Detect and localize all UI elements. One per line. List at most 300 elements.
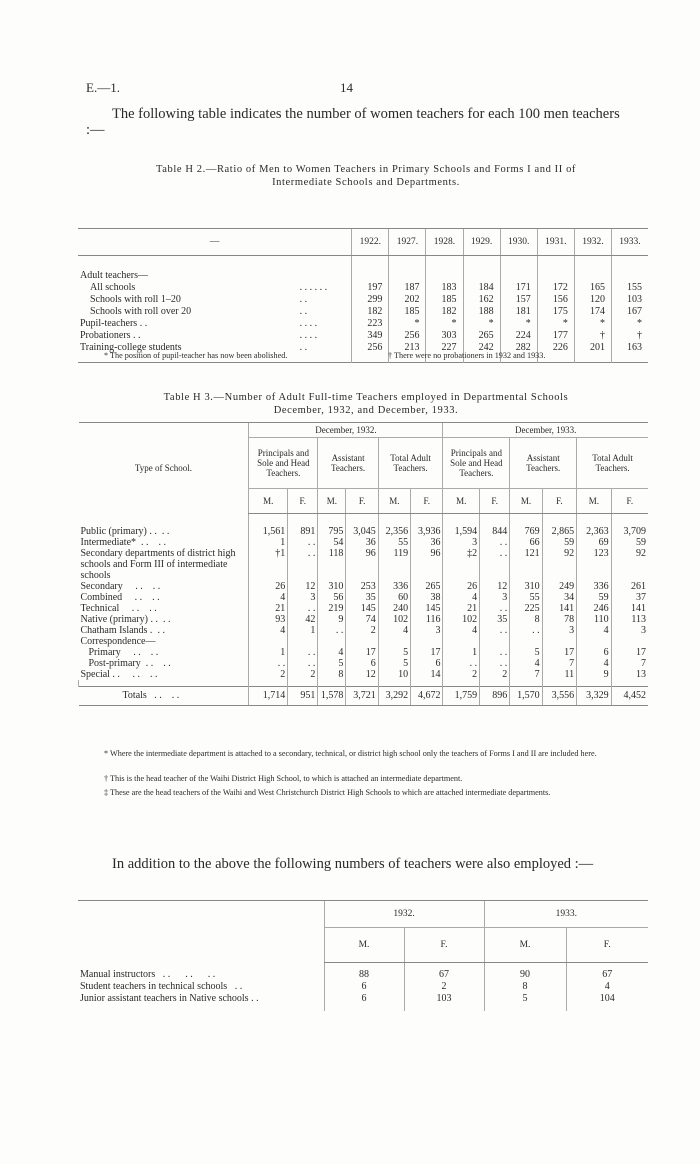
document-reference: E.—1. <box>86 80 120 95</box>
table-extra-sex-header: M. <box>324 928 404 963</box>
table-extra-year-1933: 1933. <box>484 901 648 928</box>
table-h2-cell: 299 <box>352 294 389 306</box>
table-h3-cell: 1,561 <box>249 514 288 538</box>
table-row <box>79 581 649 592</box>
table-h3-group-header: Assistant Teachers. <box>510 438 577 489</box>
table-h2-cell: 256 <box>389 330 426 342</box>
table-extra-row-dots: . . . . . . <box>155 968 216 980</box>
table-h3-cell: 12 <box>480 581 510 592</box>
table-h3-cell: 3,045 <box>346 514 378 538</box>
table-h3-caption-line2: December, 1932, and December, 1933. <box>273 405 459 416</box>
table-h3-cell <box>480 636 510 647</box>
table-h3-cell <box>542 636 577 647</box>
table-extra-sex-header: F. <box>566 928 648 963</box>
table-h3-type-header: Type of School. <box>79 423 249 514</box>
table-h3-cell: 3,709 <box>611 514 648 538</box>
table-h2-cell: * <box>574 318 611 330</box>
table-h2-cell: * <box>537 318 574 330</box>
table-extra-cell: 88 <box>324 963 404 982</box>
table-h3-total-cell: 1,570 <box>510 687 542 706</box>
table-row <box>79 514 649 538</box>
table-h2-year-header: 1922. <box>352 229 389 256</box>
table-h3-sex-header: F. <box>611 489 648 514</box>
table-h3-cell: 60 <box>378 592 410 603</box>
table-row <box>78 294 648 306</box>
table-h2-cell: 185 <box>389 306 426 318</box>
table-row <box>79 669 649 680</box>
table-h2-cell: 224 <box>500 330 537 342</box>
table-h3-cell: 769 <box>510 514 542 538</box>
table-h3-cell: 35 <box>346 592 378 603</box>
table-h3-cell: 2 <box>480 669 510 680</box>
table-h2-cell: * <box>611 318 648 330</box>
table-h2-cell: * <box>500 318 537 330</box>
table-h3-cell: 116 <box>411 614 443 625</box>
table-h3-cell: . . <box>318 625 346 636</box>
table-row <box>78 963 648 982</box>
table-h3 <box>78 422 648 706</box>
table-h3-sex-header: M. <box>443 489 480 514</box>
table-h2-row-label: Probationers . . <box>80 330 141 341</box>
table-h3-cell: 3 <box>411 625 443 636</box>
table-h3-cell: 102 <box>443 614 480 625</box>
table-extra <box>78 900 648 1011</box>
table-h2-cell: 165 <box>574 282 611 294</box>
table-h2-group-label: Adult teachers— <box>80 270 149 281</box>
table-h3-cell: 66 <box>510 537 542 548</box>
table-h2-empty-cell <box>537 256 574 271</box>
table-h2-body <box>78 256 648 363</box>
table-h3-cell: ‡2 <box>443 548 480 581</box>
table-h3-cell: 2 <box>288 669 318 680</box>
table-h2-cell: 182 <box>426 306 463 318</box>
table-h3-cell: 6 <box>411 658 443 669</box>
table-h3-cell: 3 <box>542 625 577 636</box>
table-h3-cell: 336 <box>378 581 410 592</box>
table-row <box>78 282 648 294</box>
table-h2-caption-line2: Intermediate Schools and Departments. <box>272 177 460 188</box>
table-h3-sex-header: M. <box>577 489 612 514</box>
table-h3-cell: 8 <box>318 669 346 680</box>
table-h3-cell: 3 <box>480 592 510 603</box>
table-h2-cell: * <box>463 318 500 330</box>
table-h3-cell: 6 <box>577 647 612 658</box>
table-h2-cell: 171 <box>500 282 537 294</box>
table-h3-cell: . . <box>288 647 318 658</box>
table-h2-footnote-a: * The position of pupil-teacher has now been abolished. <box>104 351 288 360</box>
table-h3-cell: 12 <box>346 669 378 680</box>
table-h3-cell: 795 <box>318 514 346 538</box>
table-extra-cell: 90 <box>484 963 566 982</box>
table-h2-empty-cell <box>537 270 574 282</box>
table-h3-cell: 96 <box>346 548 378 581</box>
table-h2-cell: 175 <box>537 306 574 318</box>
table-h2-row-label: Pupil-teachers . . <box>80 318 148 329</box>
table-h3-body <box>79 514 649 706</box>
table-h3-total-cell: 3,292 <box>378 687 410 706</box>
table-h3-group-header: Assistant Teachers. <box>318 438 378 489</box>
table-h3-cell: 8 <box>510 614 542 625</box>
table-h2-cell: 226 <box>537 342 574 363</box>
table-h3-cell <box>510 636 542 647</box>
table-extra-cell: 103 <box>404 993 484 1011</box>
table-h2-cell: 174 <box>574 306 611 318</box>
table-h2-empty-cell <box>389 256 426 271</box>
table-extra-corner <box>78 901 324 963</box>
table-h3-total-cell: 3,556 <box>542 687 577 706</box>
table-h3-cell: . . <box>288 603 318 614</box>
table-h3-cell: 249 <box>542 581 577 592</box>
table-h3-row-dots: . . . . <box>119 603 157 614</box>
table-h3-cell: 13 <box>611 669 648 680</box>
table-h3-cell: 36 <box>411 537 443 548</box>
table-h3-cell: 7 <box>510 669 542 680</box>
table-h3-cell: 219 <box>318 603 346 614</box>
table-h3-cell: 3 <box>611 625 648 636</box>
table-h3-cell: 17 <box>542 647 577 658</box>
table-h2-empty-cell <box>611 256 648 271</box>
table-h2-cell: 120 <box>574 294 611 306</box>
table-extra-row-text: Manual instructors <box>80 968 156 980</box>
table-h3-cell: 55 <box>510 592 542 603</box>
table-h3-group-header: Principals and Sole and Head Teachers. <box>443 438 510 489</box>
table-h3-cell: 2 <box>443 669 480 680</box>
table-h2-empty-cell <box>500 270 537 282</box>
table-h2-row-label: Schools with roll 1–20 <box>90 294 181 305</box>
table-h2-cell: * <box>426 318 463 330</box>
table-h3-cell: 59 <box>611 537 648 548</box>
table-h3-cell: 4 <box>318 647 346 658</box>
table-h3-cell: 119 <box>378 548 410 581</box>
table-h3-row-dots: . . . . <box>136 537 167 548</box>
table-h3-cell: 21 <box>443 603 480 614</box>
table-row <box>78 306 648 318</box>
table-h3-cell: 253 <box>346 581 378 592</box>
table-h2-empty-cell <box>463 270 500 282</box>
table-h3-row-dots: . . . . <box>122 592 160 603</box>
table-h2-cell: 265 <box>463 330 500 342</box>
table-h3-row-label: Post-primary . . . . <box>88 658 171 669</box>
table-h2-empty-cell <box>463 256 500 271</box>
table-h3-cell: 5 <box>510 647 542 658</box>
table-h3-row-label: Intermediate* . . . . <box>80 537 167 548</box>
table-h3-totals-text: Totals <box>122 690 147 701</box>
table-h2-cell: † <box>574 330 611 342</box>
table-h2-cell: 227 <box>426 342 463 363</box>
table-h3-sex-header: M. <box>378 489 410 514</box>
table-h3-total-cell: 1,759 <box>443 687 480 706</box>
table-h3-cell: 37 <box>611 592 648 603</box>
table-h3-row-dots: . . <box>156 525 170 537</box>
table-h3-cell: . . <box>480 647 510 658</box>
table-h3-cell: . . <box>249 658 288 669</box>
table-h3-cell: 225 <box>510 603 542 614</box>
table-h3-cell: 26 <box>443 581 480 592</box>
table-h3-cell <box>346 636 378 647</box>
table-h2-cell: 162 <box>463 294 500 306</box>
table-h3-cell: 110 <box>577 614 612 625</box>
table-h3-cell: 5 <box>378 647 410 658</box>
table-h3-footnote-3: ‡ These are the head teachers of the Waihi and West Christchurch District High Schools to which are attached intermediate departments. <box>104 788 551 797</box>
table-h2-row-dots: . . . . <box>299 330 318 341</box>
table-h2-empty-cell <box>352 270 389 282</box>
table-h3-cell: 4 <box>577 658 612 669</box>
table-row <box>79 592 649 603</box>
table-h3-cell: †1 <box>249 548 288 581</box>
table-h3-cell: . . <box>480 603 510 614</box>
table-h3-cell: 92 <box>542 548 577 581</box>
table-h2-year-header: 1930. <box>500 229 537 256</box>
table-h2-empty-cell <box>574 256 611 271</box>
table-h2-cell: 256 <box>352 342 389 363</box>
table-h3-cell: 1 <box>288 625 318 636</box>
table-h2-row-dots: . . . . <box>299 318 318 329</box>
table-h2-cell: 183 <box>426 282 463 294</box>
table-h3-cell: 78 <box>542 614 577 625</box>
table-h2-cell: 184 <box>463 282 500 294</box>
table-extra-cell: 67 <box>566 963 648 982</box>
table-h3-cell: 92 <box>611 548 648 581</box>
table-h3-sex-header: M. <box>249 489 288 514</box>
table-h3-row-label: Native (primary) . . . . <box>80 614 171 625</box>
table-h3-cell: 336 <box>577 581 612 592</box>
table-h3-row-label: Chatham Islands . . . <box>80 625 165 636</box>
table-h2-empty-cell <box>352 256 389 271</box>
table-h3-totals-label <box>79 687 249 706</box>
table-h3-cell: 9 <box>577 669 612 680</box>
table-h3-cell: 59 <box>577 592 612 603</box>
table-h2-year-header: 1928. <box>426 229 463 256</box>
table-h3-cell: 12 <box>288 581 318 592</box>
table-h3-totals-row <box>79 687 649 706</box>
table-h2-year-header: 1931. <box>537 229 574 256</box>
table-h3-cell: 14 <box>411 669 443 680</box>
table-h3-cell: 3,936 <box>411 514 443 538</box>
table-h3-row-dots: . . <box>157 614 171 625</box>
table-h3-cell <box>411 636 443 647</box>
table-h2-year-header: 1927. <box>389 229 426 256</box>
table-h3-totals-dots: . . . . <box>146 690 180 701</box>
table-h3-cell: 145 <box>346 603 378 614</box>
table-h3-cell <box>611 636 648 647</box>
table-h3-footnote-1: * Where the intermediate department is attached to a secondary, technical, or district high school only the teachers of Forms I and II are included here. <box>104 749 597 758</box>
table-h3-cell: 4 <box>443 592 480 603</box>
table-h3-cell: 1,594 <box>443 514 480 538</box>
table-h3-sex-header: F. <box>346 489 378 514</box>
table-h2-cell: 188 <box>463 306 500 318</box>
table-h3-cell: . . <box>480 658 510 669</box>
table-h3-row-dots: . . <box>152 625 165 636</box>
table-h3-cell: 17 <box>411 647 443 658</box>
intro-paragraph-1: The following table indicates the number of women teachers for each 100 men teachers :— <box>86 106 620 138</box>
table-h2-row-label: Schools with roll over 20 <box>90 306 192 317</box>
table-h3-cell: 56 <box>318 592 346 603</box>
table-h3-cell: 35 <box>480 614 510 625</box>
table-h2-caption <box>86 163 646 189</box>
table-h3-cell: 261 <box>611 581 648 592</box>
table-row <box>79 548 649 581</box>
table-row <box>79 625 649 636</box>
table-h3-cell: 11 <box>542 669 577 680</box>
table-h2-caption-line1: Table H 2.—Ratio of Men to Women Teachers in Primary Schools and Forms I and II of <box>155 164 577 175</box>
table-h2-footnote-b: † There were no probationers in 1932 and 1933. <box>388 351 546 360</box>
table-row <box>78 318 648 330</box>
table-h3-row-dots: . . . . <box>122 581 161 592</box>
table-h3-total-cell: 3,329 <box>577 687 612 706</box>
table-h2-cell: 157 <box>500 294 537 306</box>
table-h2-cell: 213 <box>389 342 426 363</box>
table-h3-cell: 310 <box>318 581 346 592</box>
table-h3-cell: 93 <box>249 614 288 625</box>
table-h3-footnote-2: † This is the head teacher of the Waihi District High School, to which is attached an intermediate department. <box>104 774 463 783</box>
table-h3-caption-line1: Table H 3.—Number of Adult Full-time Teachers employed in Departmental Schools <box>163 392 569 403</box>
table-h3-cell: 42 <box>288 614 318 625</box>
table-h3-row-dots: . . . . <box>140 658 171 669</box>
table-h3-total-cell: 896 <box>480 687 510 706</box>
table-h3-cell: 4 <box>510 658 542 669</box>
table-row <box>79 647 649 658</box>
table-h3-cell: 891 <box>288 514 318 538</box>
table-h3-cell <box>288 636 318 647</box>
table-h3-cell <box>318 636 346 647</box>
table-h3-cell: 4 <box>577 625 612 636</box>
table-row <box>79 658 649 669</box>
table-h3-total-cell: 1,714 <box>249 687 288 706</box>
table-h3-cell: 121 <box>510 548 542 581</box>
table-h3-row-label: Correspondence— <box>80 636 156 647</box>
table-h2-cell: 167 <box>611 306 648 318</box>
table-extra-body <box>78 963 648 1012</box>
table-h3-sex-header: F. <box>411 489 443 514</box>
table-h3-sex-header: M. <box>318 489 346 514</box>
table-h3-row-dots: . . . . <box>120 647 159 658</box>
table-h3-cell: 3 <box>443 537 480 548</box>
table-h3-cell: 7 <box>542 658 577 669</box>
table-h3-row-label: Technical . . . . <box>80 603 157 614</box>
table-h2-empty-cell <box>574 270 611 282</box>
table-h3-row-label: Secondary . . . . <box>80 581 161 592</box>
table-row <box>79 636 649 647</box>
table-h3-cell: 2 <box>346 625 378 636</box>
table-h3-cell: 4 <box>249 625 288 636</box>
table-h2-cell: 182 <box>352 306 389 318</box>
table-h2-cell: 197 <box>352 282 389 294</box>
table-h2-cell: 156 <box>537 294 574 306</box>
page-number: 14 <box>340 80 353 95</box>
table-extra-cell: 6 <box>324 981 404 993</box>
table-h3-sex-header: F. <box>480 489 510 514</box>
table-h2 <box>78 228 648 363</box>
table-h2-cell: 242 <box>463 342 500 363</box>
table-h3-cell: . . <box>510 625 542 636</box>
table-h2-year-header: 1929. <box>463 229 500 256</box>
table-row <box>79 603 649 614</box>
table-h3-period-1933: December, 1933. <box>443 423 648 438</box>
table-h3-cell: 69 <box>577 537 612 548</box>
table-h3-cell <box>443 636 480 647</box>
table-extra-row-text: Student teachers in technical schools <box>80 981 228 992</box>
table-h2-row-label: All schools <box>90 282 136 293</box>
table-h2-cell: † <box>611 330 648 342</box>
table-h3-total-cell: 4,452 <box>611 687 648 706</box>
table-h3-cell: 10 <box>378 669 410 680</box>
table-h3-total-cell: 1,578 <box>318 687 346 706</box>
table-h2-cell: 202 <box>389 294 426 306</box>
table-h3-cell: 17 <box>346 647 378 658</box>
table-extra-row-label <box>78 963 324 982</box>
table-h2-row-label: Training-college students <box>80 342 182 353</box>
table-h2-cell: 177 <box>537 330 574 342</box>
table-h3-group-header: Principals and Sole and Head Teachers. <box>249 438 318 489</box>
table-h3-cell: 113 <box>611 614 648 625</box>
table-h3-cell: 2,363 <box>577 514 612 538</box>
table-h2-empty-cell <box>389 270 426 282</box>
table-h3-row-label: Public (primary) . . . . <box>80 525 170 537</box>
table-h3-cell: 141 <box>542 603 577 614</box>
table-h3-cell: 34 <box>542 592 577 603</box>
table-h2-cell: 349 <box>352 330 389 342</box>
table-extra-row-dots: . . <box>227 981 243 992</box>
table-extra-sex-header: M. <box>484 928 566 963</box>
table-h3-cell: 96 <box>411 548 443 581</box>
table-extra-cell: 8 <box>484 981 566 993</box>
table-h3-total-cell: 3,721 <box>346 687 378 706</box>
table-h2-row-dots: . . <box>299 294 308 305</box>
table-h3-cell: . . <box>443 658 480 669</box>
table-h2-empty-cell <box>426 270 463 282</box>
table-h3-row-label: Primary . . . . <box>88 647 159 658</box>
table-h3-cell: 310 <box>510 581 542 592</box>
table-row <box>78 330 648 342</box>
table-h3-cell: 74 <box>346 614 378 625</box>
table-h2-cell: 282 <box>500 342 537 363</box>
table-extra-cell: 104 <box>566 993 648 1011</box>
table-h3-cell: 2,865 <box>542 514 577 538</box>
table-h2-cell: 223 <box>352 318 389 330</box>
table-extra-cell: 6 <box>324 993 404 1011</box>
table-h3-cell: 265 <box>411 581 443 592</box>
table-h3-sex-header: F. <box>288 489 318 514</box>
table-row <box>79 614 649 625</box>
table-h2-row-dots: . . . . . . <box>299 282 328 293</box>
table-h2-cell: 187 <box>389 282 426 294</box>
table-h3-row-label: Special . . . . . . <box>80 669 158 680</box>
table-extra-cell: 2 <box>404 981 484 993</box>
table-h2-corner: — <box>78 229 352 256</box>
table-h2-year-header: 1932. <box>574 229 611 256</box>
table-h2-cell: 103 <box>611 294 648 306</box>
table-row <box>79 537 649 548</box>
table-h3-cell: . . <box>288 548 318 581</box>
table-h3-cell: 38 <box>411 592 443 603</box>
table-h2-cell: 201 <box>574 342 611 363</box>
table-h2-row-dots: . . <box>299 306 308 317</box>
table-h3-total-cell: 951 <box>288 687 318 706</box>
table-h3-cell <box>577 636 612 647</box>
table-h3-cell: 5 <box>378 658 410 669</box>
table-extra-cell: 4 <box>566 981 648 993</box>
table-row <box>78 993 648 1011</box>
table-h3-cell: 17 <box>611 647 648 658</box>
table-h3-cell: 36 <box>346 537 378 548</box>
table-h2-cell: 185 <box>426 294 463 306</box>
table-extra-cell: 5 <box>484 993 566 1011</box>
table-h3-cell: 4 <box>378 625 410 636</box>
table-h3-cell: 123 <box>577 548 612 581</box>
table-h3-cell: . . <box>480 625 510 636</box>
table-h3-cell: 246 <box>577 603 612 614</box>
table-h3-cell: 844 <box>480 514 510 538</box>
